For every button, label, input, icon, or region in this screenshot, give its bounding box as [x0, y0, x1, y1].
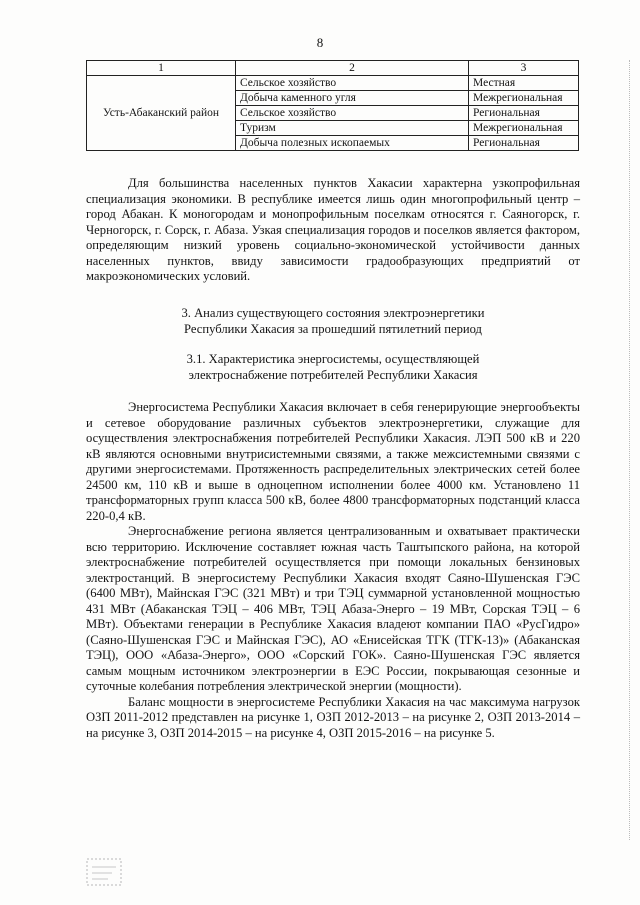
- page-number: 8: [316, 35, 324, 50]
- activity-cell: Туризм: [236, 121, 469, 136]
- region-specialization-table: [86, 60, 579, 151]
- body-paragraph: Энергоснабжение региона является централизованным и охватывает практически всю территорию. Исключение составляет южная часть Таштыпского района, на которой электроснабжение потребителей осуществляется при помощи локальных бензиновых электростанций. В энергосистему Республики Хакасия входят Саяно-Шушенская ГЭС (6400 МВт), Майнская ГЭС (321 МВт) и три ТЭЦ суммарной установленной мощностью 431 МВт (Абаканская ТЭЦ – 406 МВт, ТЭЦ Абаза-Энерго – 19 МВт, Сорская ТЭЦ – 6 МВт). Объектами генерации в Республике Хакасия владеют компании ПАО «РусГидро» (Саяно-Шушенская ГЭС и Майнская ГЭС), АО «Енисейская ТГК (ТГК-13)» (Абаканская ТЭЦ), ООО «Абаза-Энерго», ООО «Сорский ГОК». Саяно-Шушенская ГЭС является самым мощным источником электроэнергии в ЕЭС России, покрывающая сезонные и суточные колебания потребления электрической энергии (мощности).: [86, 524, 580, 693]
- level-cell: Региональная: [469, 136, 579, 151]
- table-row: [87, 76, 579, 91]
- district-cell: Усть-Абаканский район: [87, 76, 236, 151]
- table-header-cell: 3: [469, 61, 579, 76]
- table-header-cell: 1: [87, 61, 236, 76]
- body-text: [86, 400, 580, 741]
- scan-mark: [86, 858, 122, 886]
- level-cell: Местная: [469, 76, 579, 91]
- body-paragraph: Баланс мощности в энергосистеме Республики Хакасия на час максимума нагрузок ОЗП 2011-2012 представлен на рисунке 1, ОЗП 2012-2013 – на рисунке 2, ОЗП 2013-2014 – на рисунке 3, ОЗП 2014-2015 – на рисунке 4, ОЗП 2015-2016 – на рисунке 5.: [86, 694, 580, 740]
- activity-cell: Сельское хозяйство: [236, 76, 469, 91]
- section-heading: [86, 306, 580, 337]
- activity-cell: Добыча полезных ископаемых: [236, 136, 469, 151]
- body-paragraph: Энергосистема Республики Хакасия включает в себя генерирующие энергообъекты и сетевое оборудование различных субъектов электроэнергетики, служащие для осуществления электроснабжения потребителей Республики Хакасия. ЛЭП 500 кВ и 220 кВ являются основными внутрисистемными связями, а также межсистемными связями с другими энергосистемами. Протяженность распределительных электрических сетей более 24500 км, 110 кВ и выше в одноцепном исполнении более 4000 км. Установлено 11 трансформаторных групп класса 500 кВ, более 4800 трансформаторных подстанций класса 220-0,4 кВ.: [86, 400, 580, 523]
- intro-paragraph-block: [86, 176, 580, 285]
- subsection-heading: [86, 352, 580, 383]
- scan-margin-dots: [625, 60, 630, 840]
- level-cell: Межрегиональная: [469, 121, 579, 136]
- table-header-row: [87, 61, 579, 76]
- subsection-heading-line: 3.1. Характеристика энергосистемы, осуществляющей: [186, 352, 480, 366]
- level-cell: Межрегиональная: [469, 91, 579, 106]
- section-heading-line: Республики Хакасия за прошедший пятилетний период: [184, 321, 482, 336]
- level-cell: Региональная: [469, 106, 579, 121]
- activity-cell: Сельское хозяйство: [236, 106, 469, 121]
- subsection-heading-line: электроснабжение потребителей Республики Хакасия: [188, 367, 478, 382]
- table-header-cell: 2: [236, 61, 469, 76]
- section-heading-line: 3. Анализ существующего состояния электроэнергетики: [181, 306, 485, 320]
- activity-cell: Добыча каменного угля: [236, 91, 469, 106]
- intro-paragraph: Для большинства населенных пунктов Хакасии характерна узкопрофильная специализация экономики. В республике имеется лишь один многопрофильный центр – город Абакан. К моногородам и монопрофильным поселкам относятся г. Саяногорск, г. Черногорск, г. Сорск, г. Абаза. Узкая специализация городов и поселков является фактором, определяющим низкий уровень социально-экономической устойчивости данных населенных пунктов, ввиду зависимости градообразующих предприятий от макроэкономических условий.: [86, 176, 580, 283]
